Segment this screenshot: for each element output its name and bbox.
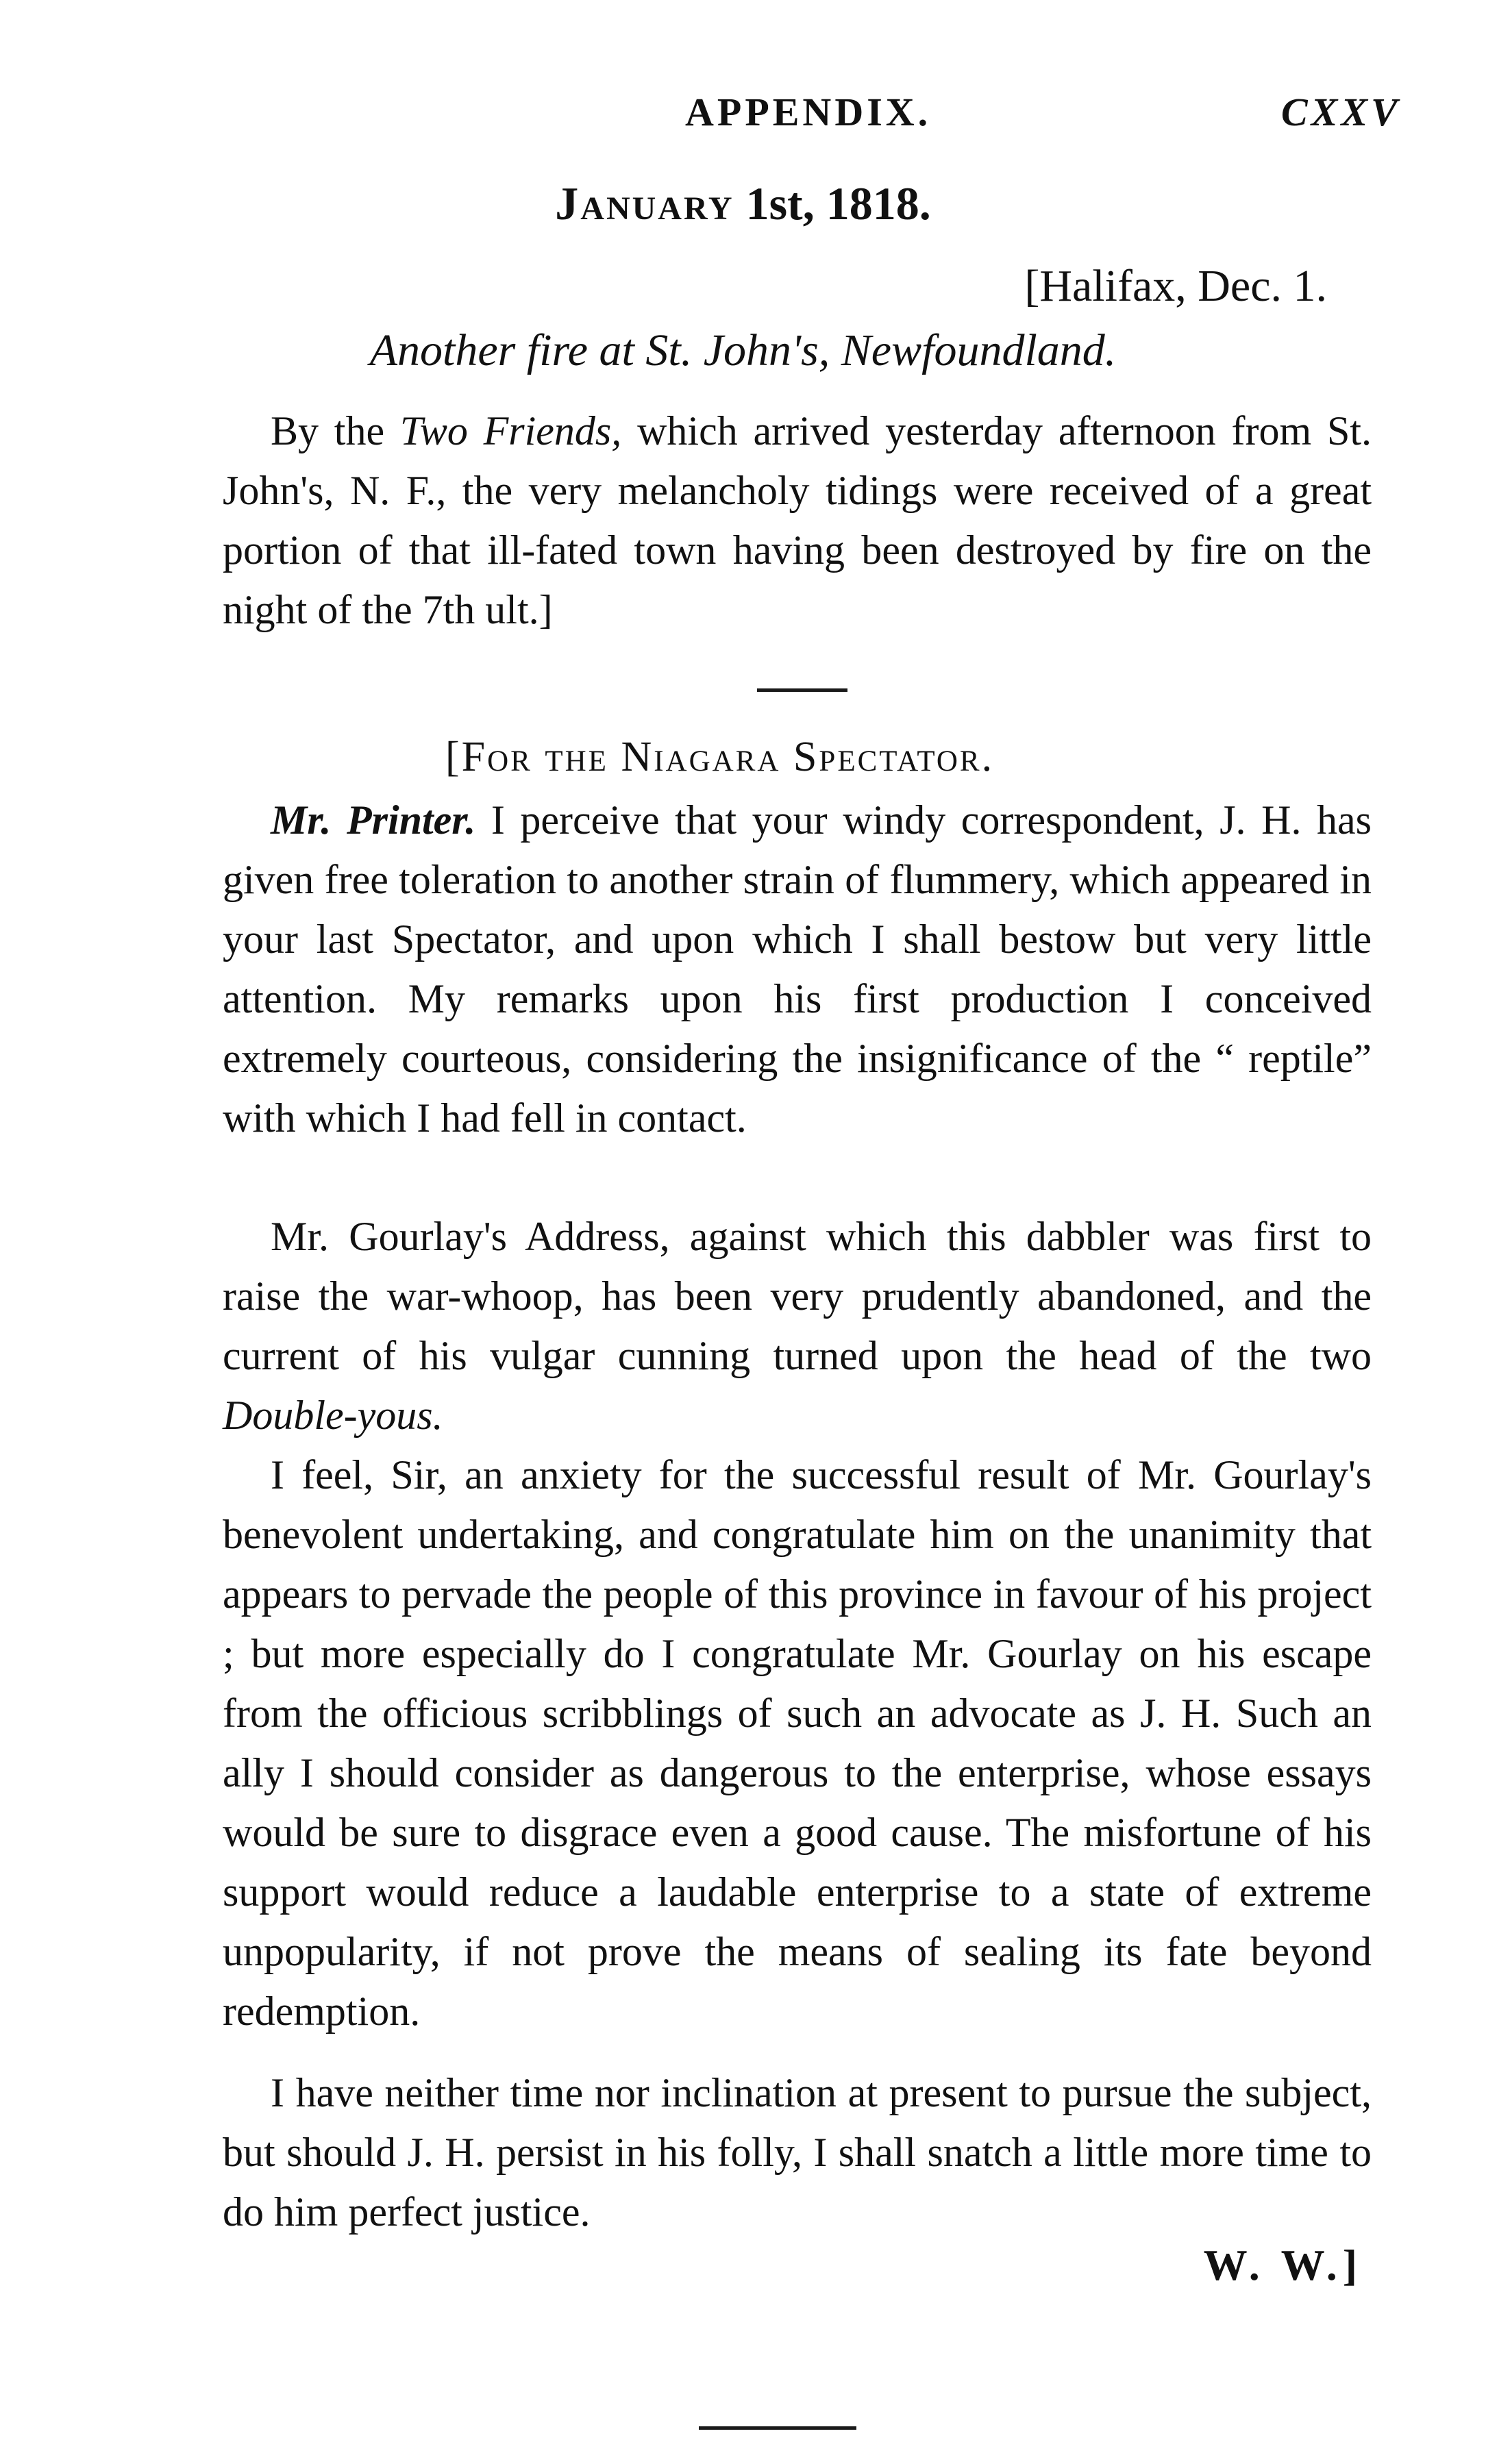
date-heading (0, 177, 1486, 231)
p4-body: I feel, Sir, an anxiety for the successful result of Mr. Gourlay's benevolent undertaking, and congratulate him on the unanimity that appears to pervade the people of this province in favour of his project ; but more especially do I congratulate Mr. Gourlay on his escape from the officious scribblings of such an advocate as J. H. Such an ally I should consider as dangerous to the enterprise, whose essays would be sure to disgrace even a good cause. The misfortune of his support would reduce a laudable enterprise to a state of extreme unpopularity, if not prove the means of sealing its fate beyond redemption. (223, 1452, 1372, 2034)
paragraph-letter-opening (223, 791, 1372, 1148)
paragraph-closing (223, 2063, 1372, 2242)
ship-name: Two Friends, (399, 408, 622, 453)
end-divider (699, 2426, 856, 2430)
dateline: [Halifax, Dec. 1. (1024, 261, 1327, 311)
paragraph-anxiety (223, 1445, 1372, 2041)
salutation: Mr. Printer. (271, 797, 476, 843)
article-subtitle: Another fire at St. John's, Newfoundland. (369, 325, 1117, 375)
page-number: CXXV (1281, 90, 1401, 134)
running-head: APPENDIX. (685, 90, 932, 134)
paragraph-fire-report (223, 401, 1372, 640)
p5-body: I have neither time nor inclination at present to pursue the subject, but should J. H. persist in his folly, I shall snatch a little more time to do him perfect justice. (223, 2070, 1372, 2235)
p1-lead: By the (271, 408, 400, 453)
date-heading-rest: 1st, 1818. (734, 177, 931, 229)
p3-body: Mr. Gourlay's Address, against which this dabbler was first to raise the war-whoop, has been very prudently abandoned, and the current of his vulgar cunning turned upon the head of the two (223, 1214, 1372, 1378)
paragraph-gourlay-address (223, 1207, 1372, 1445)
p1-body: which arrived yesterday afternoon from St. John's, N. F., the very melancholy tidings were received of a great portion of that ill-fated town having been destroyed by fire on the night of the 7th ult.] (223, 408, 1372, 632)
section-divider (757, 688, 847, 692)
date-heading-month: January (555, 177, 734, 229)
signature: W. W.] (1203, 2241, 1363, 2289)
p3-italic: Double-yous. (223, 1393, 443, 1438)
p2-body: I perceive that your windy correspondent, J. H. has given free toleration to another strain of flummery, which appeared in your last Spectator, and upon which I shall bestow but very little attention. My remarks upon his first production I conceived extremely courteous, considering the insignificance of the “ reptile” with which I had fell in contact. (223, 797, 1372, 1141)
section-heading: [For the Niagara Spectator. (445, 734, 995, 780)
